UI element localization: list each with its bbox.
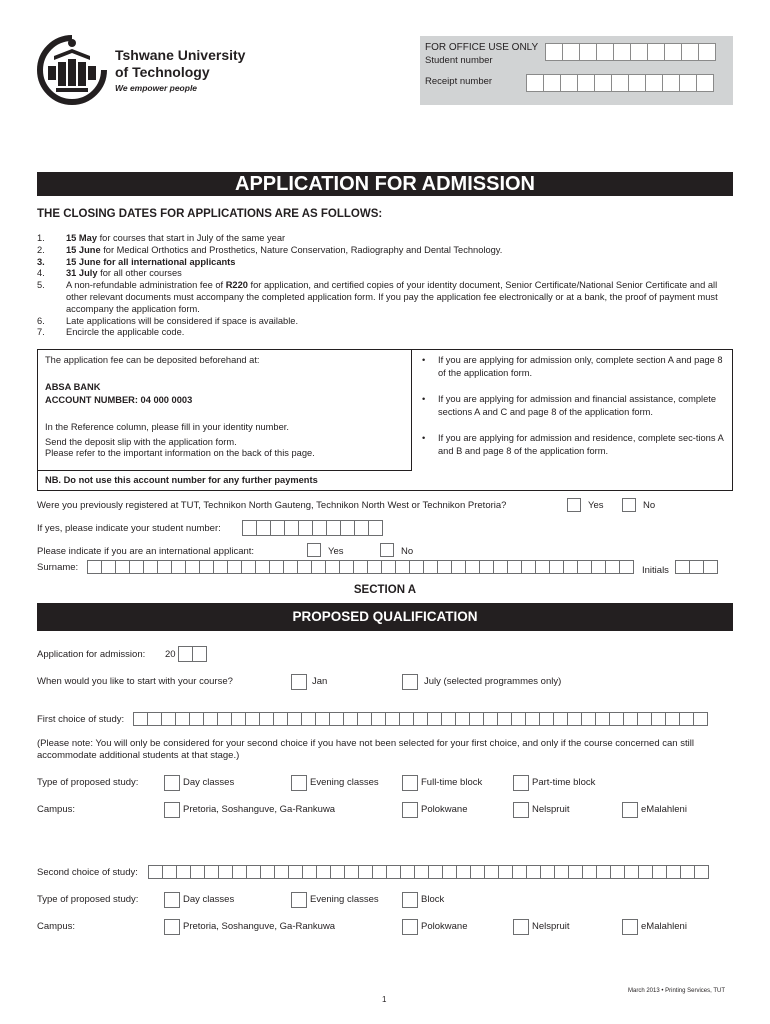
second-evening-classes-label: Evening classes [310, 894, 379, 905]
prev-registered-yes-label: Yes [588, 500, 604, 511]
office-student-number-cells[interactable] [546, 43, 716, 61]
start-jan-label: Jan [312, 676, 328, 687]
start-question: When would you like to start with your course? [37, 676, 233, 687]
first-campus-nelspruit-label: Nelspruit [532, 804, 570, 815]
second-block-label: Block [421, 894, 445, 905]
prev-registered-yes-checkbox[interactable] [567, 498, 581, 512]
list-item: • If you are applying for admission and financial assistance, complete sections A and C and page 8 of the application form. [422, 394, 717, 417]
fee-box-nb-divider [38, 470, 412, 471]
second-campus-pretoria-checkbox[interactable] [164, 919, 180, 935]
university-name-line1: Tshwane University [115, 47, 246, 63]
receipt-number-label: Receipt number [425, 76, 493, 87]
international-yes-label: Yes [328, 546, 344, 557]
first-campus-pretoria-checkbox[interactable] [164, 802, 180, 818]
second-block-checkbox[interactable] [402, 892, 418, 908]
international-yes-checkbox[interactable] [307, 543, 321, 557]
office-use-panel [420, 36, 733, 105]
fee-info-box [37, 349, 733, 491]
first-campus-polokwane-label: Polokwane [421, 804, 468, 815]
second-type-of-study-label: Type of proposed study: [37, 894, 139, 905]
student-number-label: Student number [425, 55, 493, 66]
list-item: • If you are applying for admission only, complete section A and page 8 of the application form. [422, 355, 723, 378]
printing-credit: March 2013 • Printing Services, TUT [628, 988, 726, 994]
initials-cells[interactable] [676, 560, 718, 574]
list-item: 2. 15 June for Medical Orthotics and Prosthetics, Nature Conservation, Radiography and Dental Technology. [37, 244, 503, 255]
first-choice-label: First choice of study: [37, 714, 125, 725]
first-parttime-block-checkbox[interactable] [513, 775, 529, 791]
list-item: • If you are applying for admission and residence, complete sec-tions A and B and page 8 of the application form. [422, 433, 724, 456]
first-choice-cells[interactable] [134, 712, 708, 726]
second-choice-note: (Please note: You will only be considered for your second choice if you have not been selected for your first choice, and only if the course concerned can still accommodate additional students at that stage.) [37, 738, 694, 761]
second-day-classes-checkbox[interactable] [164, 892, 180, 908]
second-campus-nelspruit-checkbox[interactable] [513, 919, 529, 935]
start-jan-checkbox[interactable] [291, 674, 307, 690]
second-campus-polokwane-label: Polokwane [421, 921, 468, 932]
first-campus-pretoria-label: Pretoria, Soshanguve, Ga-Rankuwa [183, 804, 336, 815]
tagline: We empower people [115, 83, 198, 93]
fee-intro: The application fee can be deposited beforehand at: [45, 355, 260, 365]
list-item: 4. 31 July for all other courses [37, 268, 182, 279]
surname-label: Surname: [37, 562, 79, 573]
first-fulltime-block-label: Full-time block [421, 777, 483, 788]
student-number-cells[interactable] [243, 520, 383, 536]
international-no-checkbox[interactable] [380, 543, 394, 557]
second-campus-nelspruit-label: Nelspruit [532, 921, 570, 932]
surname-cells[interactable] [88, 560, 634, 574]
first-campus-emalahleni-label: eMalahleni [641, 804, 687, 815]
send-instruction: Send the deposit slip with the application form. [45, 437, 237, 447]
admission-year-prefix: 20 [165, 649, 176, 660]
closing-dates-heading: THE CLOSING DATES FOR APPLICATIONS ARE AS FOLLOWS: [37, 208, 383, 220]
second-campus-label: Campus: [37, 921, 76, 932]
second-evening-classes-checkbox[interactable] [291, 892, 307, 908]
second-choice-label: Second choice of study: [37, 867, 138, 878]
list-item: 3. 15 June for all international applicants [37, 256, 236, 267]
list-item: 1. 15 May for courses that start in July of the same year [37, 233, 286, 243]
student-number-question: If yes, please indicate your student number: [37, 523, 221, 534]
first-evening-classes-checkbox[interactable] [291, 775, 307, 791]
reference-instruction: In the Reference column, please fill in your identity number. [45, 422, 289, 432]
prev-registered-no-label: No [643, 500, 656, 511]
second-campus-emalahleni-checkbox[interactable] [622, 919, 638, 935]
international-question: Please indicate if you are an international applicant: [37, 546, 255, 557]
first-parttime-block-label: Part-time block [532, 777, 596, 788]
refer-instruction: Please refer to the important information on the back of this page. [45, 448, 315, 458]
tut-logo [36, 34, 108, 106]
account-number: ACCOUNT NUMBER: 04 000 0003 [45, 395, 193, 405]
admission-year-cells[interactable] [179, 646, 207, 662]
first-campus-nelspruit-checkbox[interactable] [513, 802, 529, 818]
second-campus-polokwane-checkbox[interactable] [402, 919, 418, 935]
tut-logo-icon [36, 34, 108, 106]
nb-warning: NB. Do not use this account number for any further payments [45, 475, 318, 485]
prev-registered-no-checkbox[interactable] [622, 498, 636, 512]
first-campus-emalahleni-checkbox[interactable] [622, 802, 638, 818]
closing-dates-list [37, 233, 727, 339]
second-choice-cells[interactable] [149, 865, 709, 879]
bank-name: ABSA BANK [45, 382, 101, 392]
first-day-classes-label: Day classes [183, 777, 235, 788]
start-july-checkbox[interactable] [402, 674, 418, 690]
proposed-qualification-bar: PROPOSED QUALIFICATION [37, 603, 733, 631]
second-day-classes-label: Day classes [183, 894, 235, 905]
office-use-title: FOR OFFICE USE ONLY [425, 42, 539, 53]
second-campus-pretoria-label: Pretoria, Soshanguve, Ga-Rankuwa [183, 921, 336, 932]
list-item: 5. A non-refundable administration fee of R220 for application, and certified copies of your identity document, Senior Certificate/National Senior Certificate and all other relevant documents must accompany the completed application form. If you pay the application fee electronically or at a bank, the proof of payment must accompany the application form. [37, 280, 718, 314]
type-of-study-label: Type of proposed study: [37, 777, 139, 788]
second-campus-emalahleni-label: eMalahleni [641, 921, 687, 932]
start-july-label: July (selected programmes only) [424, 676, 562, 687]
prev-registered-question: Were you previously registered at TUT, Technikon North Gauteng, Technikon North West or Technikon Pretoria? [37, 500, 507, 511]
fee-bullets [422, 354, 727, 458]
section-a-heading: SECTION A [353, 584, 417, 596]
page-number: 1 [382, 995, 387, 1004]
campus-label: Campus: [37, 804, 76, 815]
university-name-line2: of Technology [115, 64, 210, 80]
international-no-label: No [401, 546, 414, 557]
page-title: APPLICATION FOR ADMISSION [37, 172, 733, 196]
admission-year-label: Application for admission: [37, 649, 146, 660]
first-campus-polokwane-checkbox[interactable] [402, 802, 418, 818]
first-fulltime-block-checkbox[interactable] [402, 775, 418, 791]
initials-label: Initials [642, 565, 669, 576]
list-item: 7. Encircle the applicable code. [37, 327, 185, 338]
office-receipt-number-cells[interactable] [527, 74, 714, 92]
first-day-classes-checkbox[interactable] [164, 775, 180, 791]
first-evening-classes-label: Evening classes [310, 777, 379, 788]
fee-box-divider [411, 350, 412, 470]
list-item: 6. Late applications will be considered if space is available. [37, 315, 299, 326]
